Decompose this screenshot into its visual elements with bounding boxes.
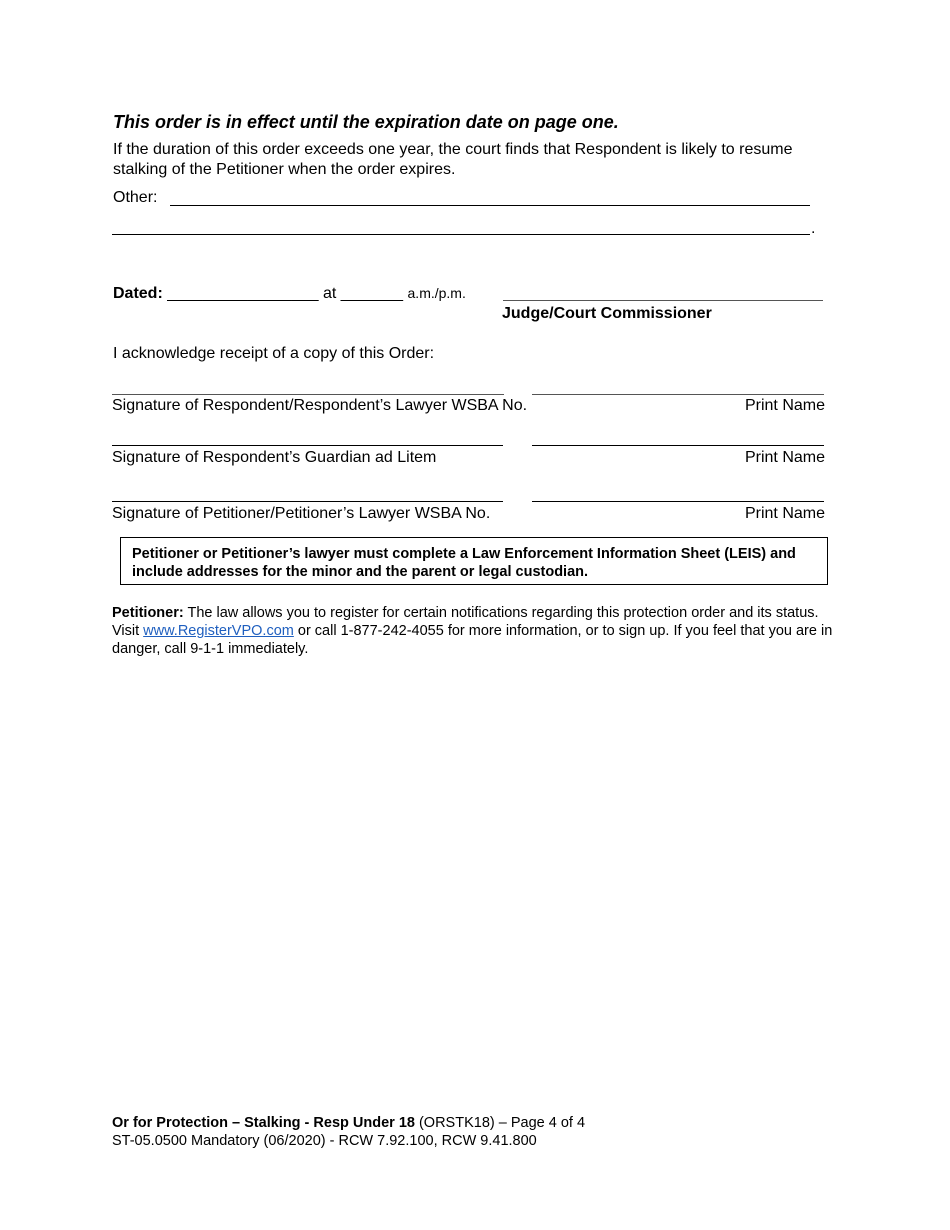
footer-title-bold: Or for Protection – Stalking - Resp Under 18 — [112, 1115, 415, 1131]
petitioner-print-name-line[interactable] — [532, 501, 824, 502]
petitioner-label: Petitioner: — [112, 605, 184, 621]
petitioner-signature-line[interactable] — [112, 501, 503, 502]
other-line-2[interactable] — [112, 234, 810, 235]
footer-title — [112, 1115, 585, 1131]
respondent-signature-label: Signature of Respondent/Respondent’s Lawyer WSBA No. — [112, 397, 528, 414]
leis-notice-box: Petitioner or Petitioner’s lawyer must complete a Law Enforcement Information Sheet (LEIS) and include addresses for the minor and the parent or legal custodian. — [120, 537, 828, 585]
respondent-print-name-line[interactable] — [532, 394, 824, 395]
petitioner-text-2: or call 1-877-242-4055 for more information, or to sign up. If you feel that you are in danger, call 9-1-1 immediately. — [112, 623, 833, 657]
petitioner-notice — [112, 604, 842, 658]
time-blank[interactable]: _______ — [340, 285, 404, 302]
footer-title-rest: (ORSTK18) – Page 4 of 4 — [414, 1115, 586, 1131]
guardian-print-name-label: Print Name — [744, 449, 825, 466]
ampm-label: a.m./p.m. — [407, 285, 466, 301]
judge-signature-line[interactable] — [503, 300, 823, 301]
dated-label: Dated: — [113, 285, 163, 302]
footer-form-id: ST-05.0500 Mandatory (06/2020) - RCW 7.92.100, RCW 9.41.800 — [112, 1133, 537, 1149]
judge-label: Judge/Court Commissioner — [502, 305, 712, 322]
acknowledge-text: I acknowledge receipt of a copy of this Order: — [113, 345, 435, 362]
respondent-signature-line[interactable] — [112, 394, 504, 395]
other-label: Other: — [113, 189, 158, 206]
petitioner-text-1: The law allows you to register for certain notifications regarding this protection order and its status. Visit — [112, 605, 819, 639]
petitioner-signature-label: Signature of Petitioner/Petitioner’s Lawyer WSBA No. — [112, 505, 491, 522]
register-vpo-link[interactable]: www.RegisterVPO.com — [143, 623, 294, 639]
duration-finding-text: If the duration of this order exceeds one year, the court finds that Respondent is likely to resume stalking of the Petitioner when the order expires. — [113, 141, 793, 178]
petitioner-print-name-label: Print Name — [744, 505, 825, 522]
respondent-print-name-label: Print Name — [744, 397, 825, 414]
dated-row — [113, 285, 466, 303]
other-line-1[interactable] — [170, 205, 810, 206]
other-period: . — [811, 220, 816, 237]
order-effect-heading: This order is in effect until the expiration date on page one. — [113, 112, 619, 132]
at-label: at — [322, 285, 337, 302]
guardian-signature-line[interactable] — [112, 445, 503, 446]
guardian-print-name-line[interactable] — [532, 445, 824, 446]
guardian-signature-label: Signature of Respondent’s Guardian ad Litem — [112, 449, 437, 466]
date-blank[interactable]: _________________ — [167, 285, 319, 302]
